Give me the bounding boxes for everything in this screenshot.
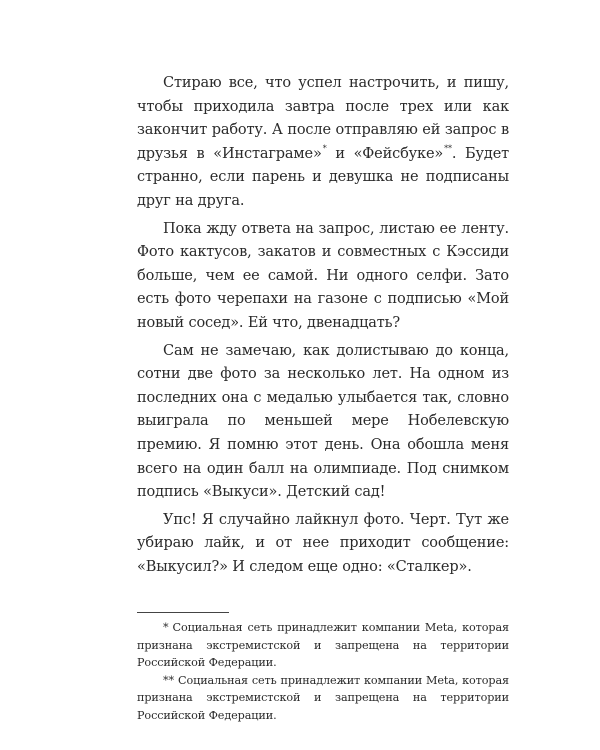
paragraph: Упс! Я случайно лайкнул фото. Черт. Тут же убираю лайк, и от нее приходит сообщение: «Выкусил?» И следом еще одно: «Сталкер». (137, 511, 509, 575)
footnote-ref: * (322, 143, 327, 153)
footnote (137, 672, 509, 725)
footnote-divider (137, 612, 229, 613)
body-text (137, 72, 509, 579)
footnote-mark: * (163, 621, 169, 634)
paragraph (137, 72, 509, 214)
footnote-text: Социальная сеть принадлежит компании Meta, которая признана экстремистской и запрещена на территории Российской Федерации. (137, 621, 509, 669)
paragraph: Сам не замечаю, как долистываю до конца, сотни две фото за несколько лет. На одном из последних она с медалью улыбается так, словно выиграла по меньшей мере Нобелевскую премию. Я помню этот день. Она обошла меня всего на один балл на олимпиаде. Под снимком подпись «Выкуси». Детский сад! (137, 342, 509, 501)
footnote-ref: ** (444, 143, 452, 153)
paragraph-text: и «Фейсбуке» (326, 145, 444, 162)
footnote-mark: ** (163, 673, 174, 687)
paragraph-text: . Будет странно, если парень и девушка не подписаны друг на друга. (137, 145, 509, 209)
footnote (137, 619, 509, 672)
footnotes (137, 612, 509, 724)
paragraph: Пока жду ответа на запрос, листаю ее ленту. Фото кактусов, закатов и совместных с Кэссиди больше, чем ее самой. Ни одного селфи. Зато есть фото черепахи на газоне с подписью «Мой новый сосед». Ей что, двенадцать? (137, 220, 509, 331)
paragraph-text: Стираю все, что успел настрочить, и пишу, чтобы приходила завтра после трех или как закончит работу. А после отправляю ей запрос в друзья в «Инстаграме» (137, 75, 509, 162)
footnote-text: Социальная сеть принадлежит компании Meta, которая признана экстремистской и запрещена на территории Российской Федерации. (137, 673, 509, 722)
